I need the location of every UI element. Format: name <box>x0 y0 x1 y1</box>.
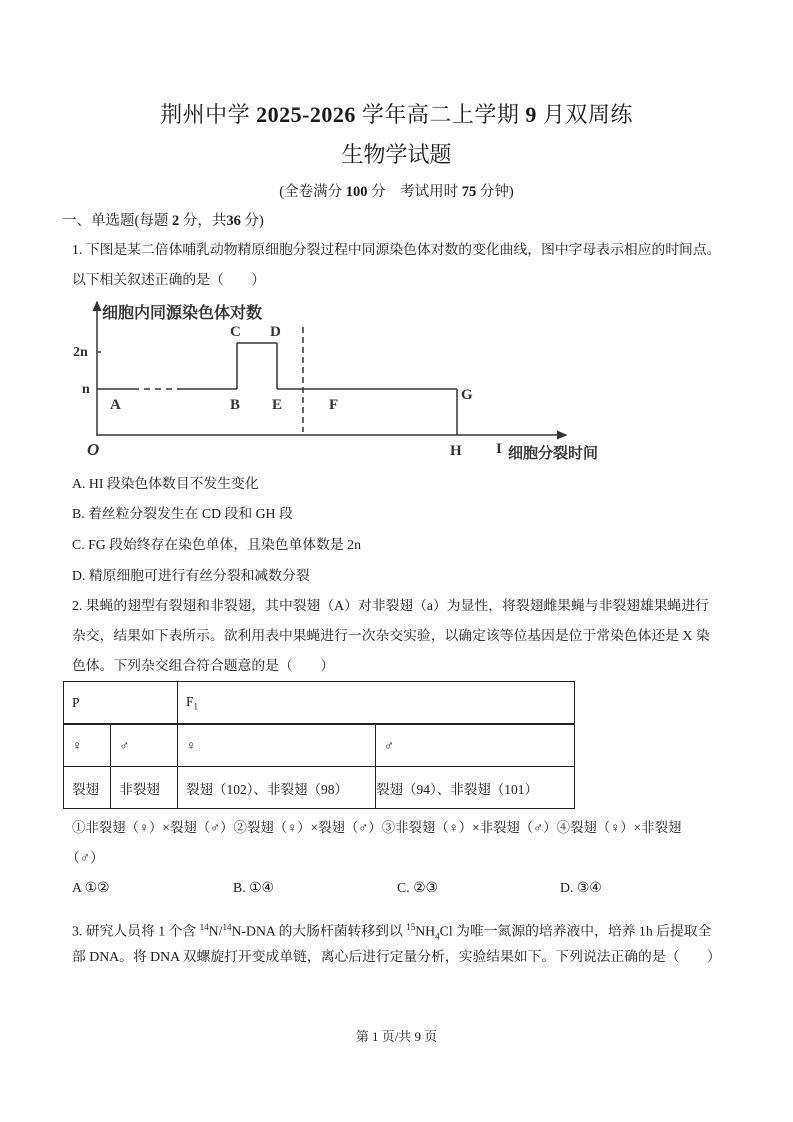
point-label-a: A <box>110 397 121 413</box>
cell-f1-female: ♀ <box>178 724 376 767</box>
q1-option-b[interactable]: B. 着丝粒分裂发生在 CD 段和 GH 段 <box>72 506 293 521</box>
point-label-c: C <box>230 324 241 340</box>
question-3-line-2: 部 DNA。将 DNA 双螺旋打开变成单链，离心后进行定量分析，实验结果如下。下列说法正确的是（ ） <box>72 949 721 964</box>
cell-p-female-phenotype: 裂翅 <box>64 767 111 809</box>
table-header-row <box>64 682 575 725</box>
header-p: P <box>64 682 178 725</box>
exam-title: 荆州中学 2025-2026 学年高二上学期 9 月双周练 <box>160 102 633 127</box>
point-label-h: H <box>450 443 462 459</box>
question-2-line-3: 色体。下列杂交组合符合题意的是（ ） <box>72 658 335 673</box>
origin-label: O <box>87 440 100 459</box>
page-number: 第 1 页/共 9 页 <box>355 1029 438 1044</box>
question-3-line-1: 3. 研究人员将 1 个含 $^{14}$N/$^{14}$N-DNA 的大肠杆菌转移到以 $^{15}NH_4Cl$ 为唯一氮源的培养液中，培养 1h 后提取全 <box>72 922 712 942</box>
section-heading: 一、单选题(每题 2 分，共36 分) <box>62 213 264 229</box>
y-axis-label: 细胞内同源染色体对数 <box>102 303 263 322</box>
point-label-f: F <box>329 397 339 413</box>
tick-label-n: n <box>82 382 90 397</box>
question-1-line-1: 1. 下图是某二倍体哺乳动物精原细胞分裂过程中同源染色体对数的变化曲线，图中字母表示相应的时间点。 <box>72 242 721 257</box>
question-1-line-2: 以下相关叙述正确的是（ ） <box>72 272 266 287</box>
q1-option-d[interactable]: D. 精原细胞可进行有丝分裂和减数分裂 <box>72 568 310 583</box>
table-row <box>64 767 575 809</box>
q2-option-d[interactable]: D. ③④ <box>560 880 602 895</box>
q2-option-a[interactable]: A ①② <box>72 880 110 895</box>
q2-option-b[interactable]: B. ①④ <box>233 880 274 895</box>
point-label-b: B <box>230 397 241 413</box>
point-label-e: E <box>272 397 283 413</box>
header-f1: $F_1$ <box>178 682 575 725</box>
cell-f1-male-result: 裂翅（94）、非裂翅（101） <box>376 767 575 809</box>
q1-option-a[interactable]: A. HI 段染色体数目不发生变化 <box>72 476 259 491</box>
question-2-line-2: 杂交，结果如下表所示。欲利用表中果蝇进行一次杂交实验，以确定该等位基因是位于常染色体还是 X 染 <box>72 628 710 643</box>
question-2-line-1: 2. 果蝇的翅型有裂翅和非裂翅，其中裂翅（A）对非裂翅（a）为显性，将裂翅雌果蝇与非裂翅雄果蝇进行 <box>72 598 709 613</box>
tick-label-2n: 2n <box>73 345 88 360</box>
cell-f1-female-result: 裂翅（102）、非裂翅（98） <box>178 767 376 809</box>
cell-f1-male: ♂ <box>376 724 575 767</box>
cell-p-male: ♂ <box>111 724 178 767</box>
point-label-d: D <box>270 324 281 340</box>
table-row <box>64 724 575 767</box>
point-label-g: G <box>461 387 473 403</box>
cross-combos-line-2: （♂） <box>66 850 104 865</box>
q1-option-c[interactable]: C. FG 段始终存在染色单体，且染色单体数是 2n <box>72 537 361 552</box>
cell-p-male-phenotype: 非裂翅 <box>111 767 178 809</box>
cell-p-female: ♀ <box>64 724 111 767</box>
exam-subtitle: 生物学试题 <box>341 142 452 167</box>
point-label-i: I <box>496 441 502 457</box>
q2-option-c[interactable]: C. ②③ <box>397 880 438 895</box>
cross-result-table <box>63 681 575 809</box>
exam-meta: (全卷满分 100 分 考试用时 75 分钟) <box>279 184 514 200</box>
cross-combos-line-1: ①非裂翅（♀）×裂翅（♂）②裂翅（♀）×裂翅（♂）③非裂翅（♀）×非裂翅（♂）④裂翅（♀）×非裂翅 <box>72 820 682 835</box>
x-axis-label: 细胞分裂时间 <box>508 444 599 462</box>
